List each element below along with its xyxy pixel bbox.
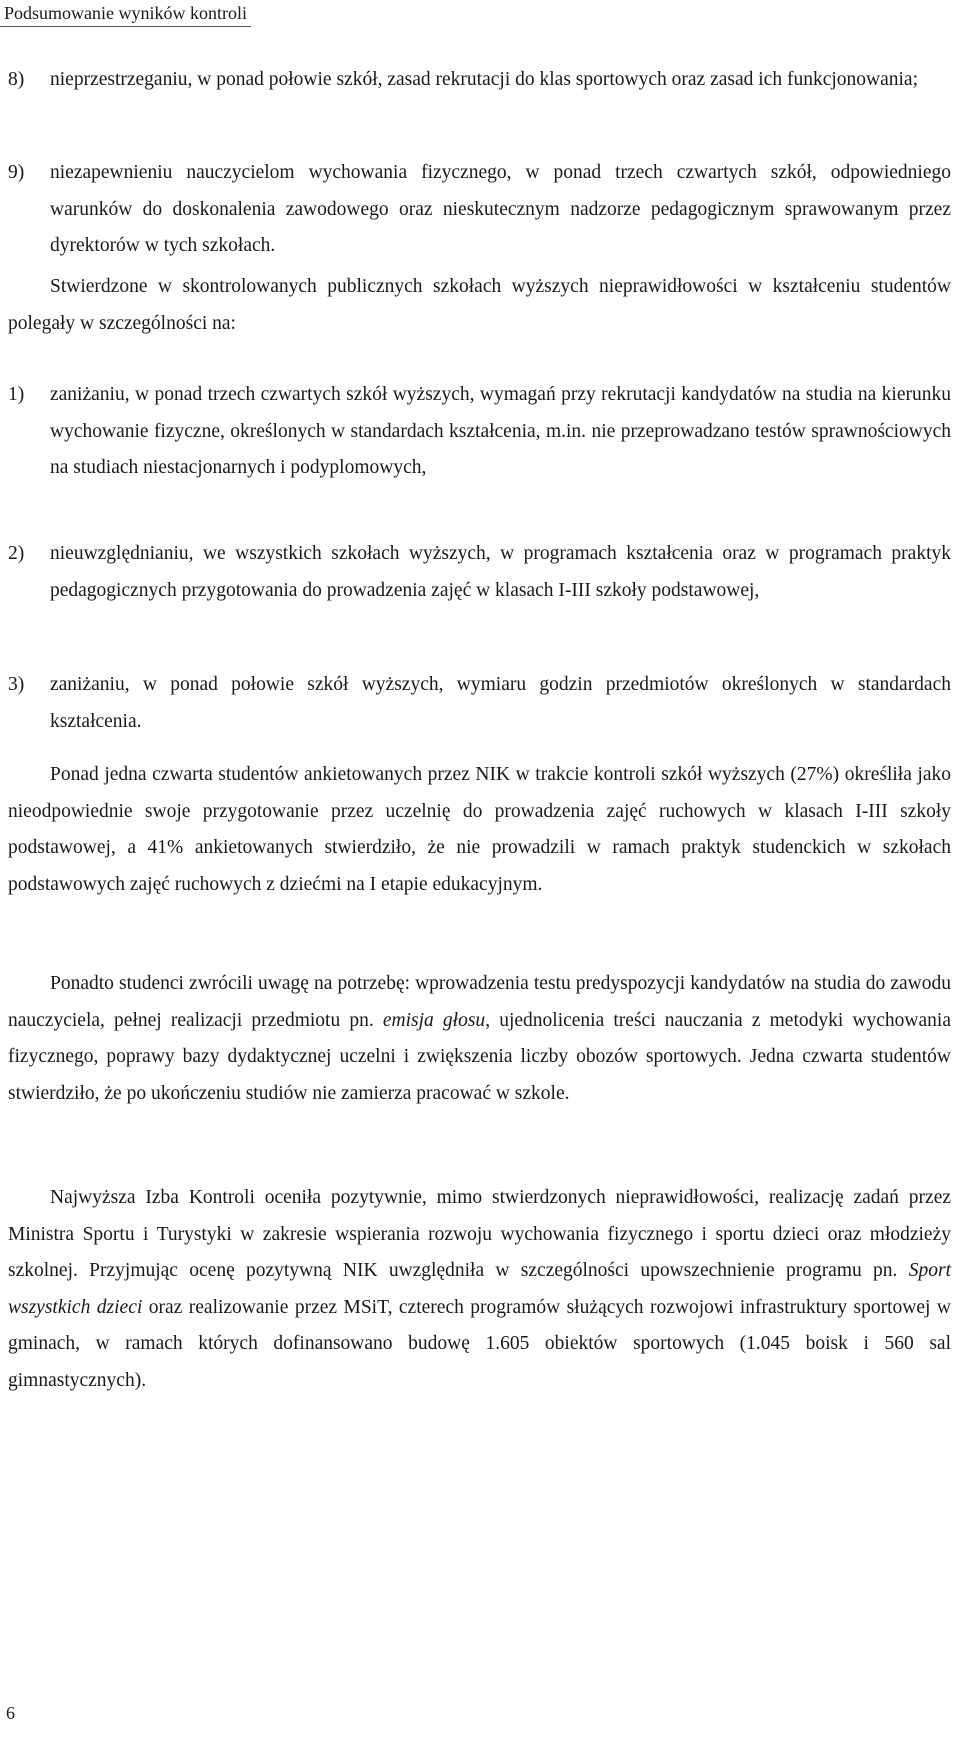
- list-item: [8, 667, 951, 740]
- list-item: [8, 377, 951, 487]
- list-number: 9): [8, 162, 25, 183]
- running-header: Podsumowanie wyników kontroli: [0, 0, 251, 27]
- list-number: 1): [8, 384, 25, 405]
- needs-paragraph: [8, 966, 951, 1112]
- needs-text-2: , ujednolicenia treści nauczania z metodyki wychowania fizycznego, poprawy bazy dydaktycznej uczelni i zwiększenia liczby obozów sportowych. Jedna czwarta studentów stwierdziło, że po ukończeniu studiów nie zamierza pracować w szkole.: [8, 1009, 951, 1104]
- list-number: 8): [8, 69, 25, 90]
- list-number: 3): [8, 674, 25, 695]
- list-item-text: zaniżaniu, w ponad trzech czwartych szkół wyższych, wymagań przy rekrutacji kandydatów na studia na kierunku wychowanie fizyczne, określonych w standardach kształcenia, m.in. nie przeprowadzano testów sprawnościowych na studiach niestacjonarnych i podyplomowych,: [50, 384, 951, 478]
- needs-text-1: Ponadto studenci zwrócili uwagę na potrzebę: wprowadzenia testu predyspozycji kandydatów na studia do zawodu nauczyciela, pełnej realizacji przedmiotu pn.: [8, 973, 951, 1031]
- nik-text-2: oraz realizowanie przez MSiT, czterech programów służących rozwojowi infrastruktury sportowej w gminach, w ramach których dofinansowano budowę 1.605 obiektów sportowych (1.045 boisk i 560 sal gimnastycznych).: [8, 1296, 952, 1391]
- intro-paragraph: Stwierdzone w skontrolowanych publicznych szkołach wyższych nieprawidłowości w kształceniu studentów polegały w szczególności na:: [8, 276, 951, 334]
- italic-term: emisja głosu: [382, 1009, 486, 1031]
- list-item-text: niezapewnieniu nauczycielom wychowania fizycznego, w ponad trzech czwartych szkół, odpowiedniego warunków do doskonalenia zawodowego oraz nieskutecznym nadzorze pedagogicznym sprawowanym przez dyrektorów w tych szkołach.: [50, 162, 951, 256]
- list-item: [8, 62, 951, 99]
- nik-assessment-paragraph: [8, 1180, 951, 1399]
- list-item-text: nieprzestrzeganiu, w ponad połowie szkół, zasad rekrutacji do klas sportowych oraz zasad ich funkcjonowania;: [50, 69, 918, 90]
- program-name: Sport wszystkich dzieci: [8, 1260, 951, 1318]
- list-item: [8, 155, 951, 265]
- nik-text-1: Najwyższa Izba Kontroli oceniła pozytywnie, mimo stwierdzonych nieprawidłowości, realizację zadań przez Ministra Sportu i Turystyki w zakresie wspierania rozwoju wychowania fizycznego i sportu dzieci oraz młodzieży szkolnej. Przyjmując ocenę pozytywną NIK uwzględniła w szczególności upowszechnienie programu pn.: [8, 1187, 951, 1281]
- survey-paragraph: Ponad jedna czwarta studentów ankietowanych przez NIK w trakcie kontroli szkół wyższych (27%) określiła jako nieodpowiednie swoje przygotowanie przez uczelnię do prowadzenia zajęć ruchowych w klasach I-III szkoły podstawowej, a 41% ankietowanych stwierdziło, że nie prowadzili w ramach praktyk studenckich w szkołach podstawowych zajęć ruchowych z dziećmi na I etapie edukacyjnym.: [8, 764, 951, 895]
- list-item-text: nieuwzględnianiu, we wszystkich szkołach wyższych, w programach kształcenia oraz w programach praktyk pedagogicznych przygotowania do prowadzenia zajęć w klasach I-III szkoły podstawowej,: [50, 543, 951, 601]
- list-item: [8, 536, 951, 609]
- page-number: 6: [6, 1703, 15, 1723]
- list-number: 2): [8, 543, 25, 564]
- list-item-text: zaniżaniu, w ponad połowie szkół wyższych, wymiaru godzin przedmiotów określonych w standardach kształcenia.: [50, 674, 951, 732]
